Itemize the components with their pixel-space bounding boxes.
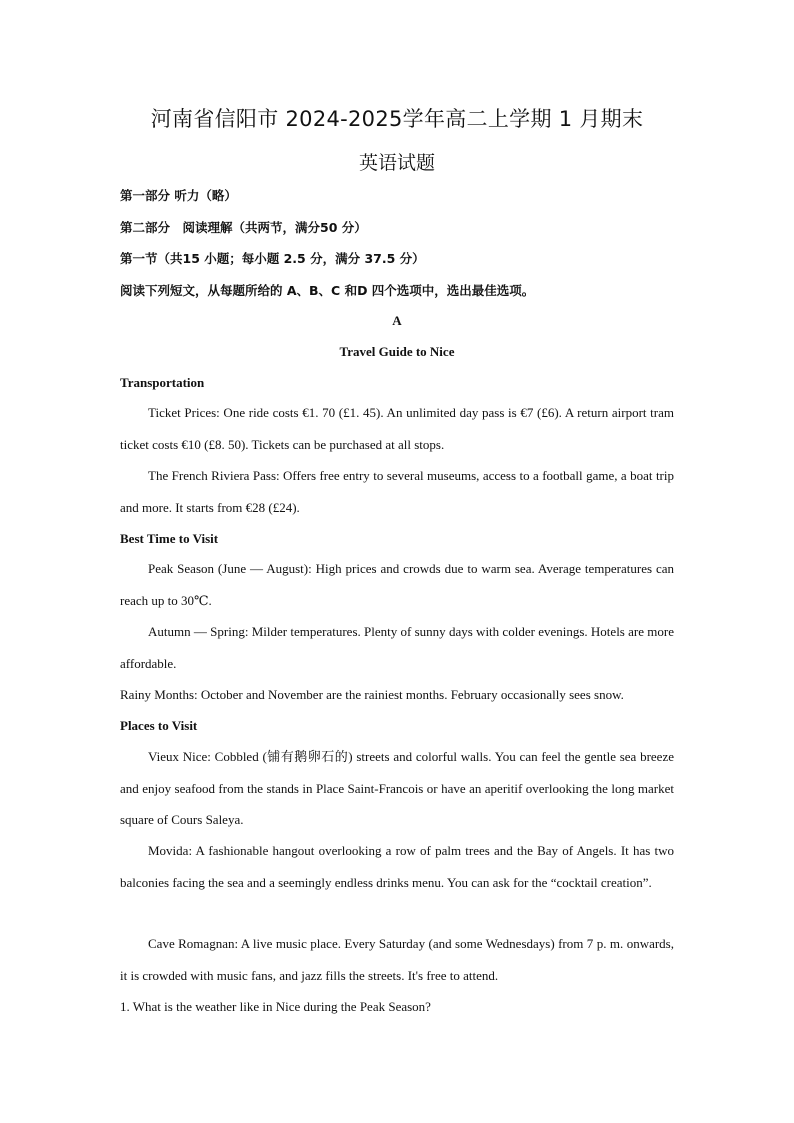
part1-heading: 第一部分 听力（略）	[120, 188, 237, 203]
autumn-spring-paragraph: Autumn — Spring: Milder temperatures. Plenty of sunny days with colder evenings. Hotels are more affordable.	[120, 624, 674, 671]
part2-heading: 第二部分 阅读理解（共两节，满分50 分）	[120, 220, 367, 235]
riviera-pass-paragraph: The French Riviera Pass: Offers free entry to several museums, access to a football game, a boat trip and more. It starts from €28 (£24).	[120, 468, 674, 515]
passage-letter: A	[392, 313, 402, 328]
movida-paragraph: Movida: A fashionable hangout overlooking a row of palm trees and the Bay of Angels. It has two balconies facing the sea and a seemingly endless drinks menu. You can ask for the “cocktail creation”.	[120, 843, 674, 890]
rainy-months-paragraph: Rainy Months: October and November are the rainiest months. February occasionally sees snow.	[120, 687, 624, 702]
question-1: 1. What is the weather like in Nice during the Peak Season?	[120, 999, 431, 1014]
peak-season-paragraph: Peak Season (June — August): High prices and crowds due to warm sea. Average temperatures can reach up to 30℃.	[120, 561, 674, 608]
vieux-nice-paragraph: Vieux Nice: Cobbled (铺有鹅卵石的) streets and colorful walls. You can feel the gentle sea breeze and enjoy seafood from the stands in Place Saint-Francois or have an aperitif overlooking the long market square of Cours Saleya.	[120, 749, 674, 827]
ticket-prices-paragraph: Ticket Prices: One ride costs €1. 70 (£1. 45). An unlimited day pass is €7 (£6). A return airport tram ticket costs €10 (£8. 50). Tickets can be purchased at all stops.	[120, 405, 674, 452]
section1-heading: 第一节（共15 小题；每小题 2.5 分，满分 37.5 分）	[120, 251, 425, 266]
exam-title: 河南省信阳市 2024-2025学年高二上学期 1 月期末	[150, 107, 644, 131]
places-heading: Places to Visit	[120, 718, 198, 733]
passage-title: Travel Guide to Nice	[339, 344, 455, 359]
instruction-text: 阅读下列短文，从每题所给的 A、B、C 和D 四个选项中，选出最佳选项。	[120, 283, 535, 298]
best-time-heading: Best Time to Visit	[120, 531, 219, 546]
transportation-heading: Transportation	[120, 375, 205, 390]
cave-romagnan-paragraph: Cave Romagnan: A live music place. Every Saturday (and some Wednesdays) from 7 p. m. onwards, it is crowded with music fans, and jazz fills the streets. It's free to attend.	[120, 936, 674, 983]
exam-subject: 英语试题	[358, 152, 435, 174]
